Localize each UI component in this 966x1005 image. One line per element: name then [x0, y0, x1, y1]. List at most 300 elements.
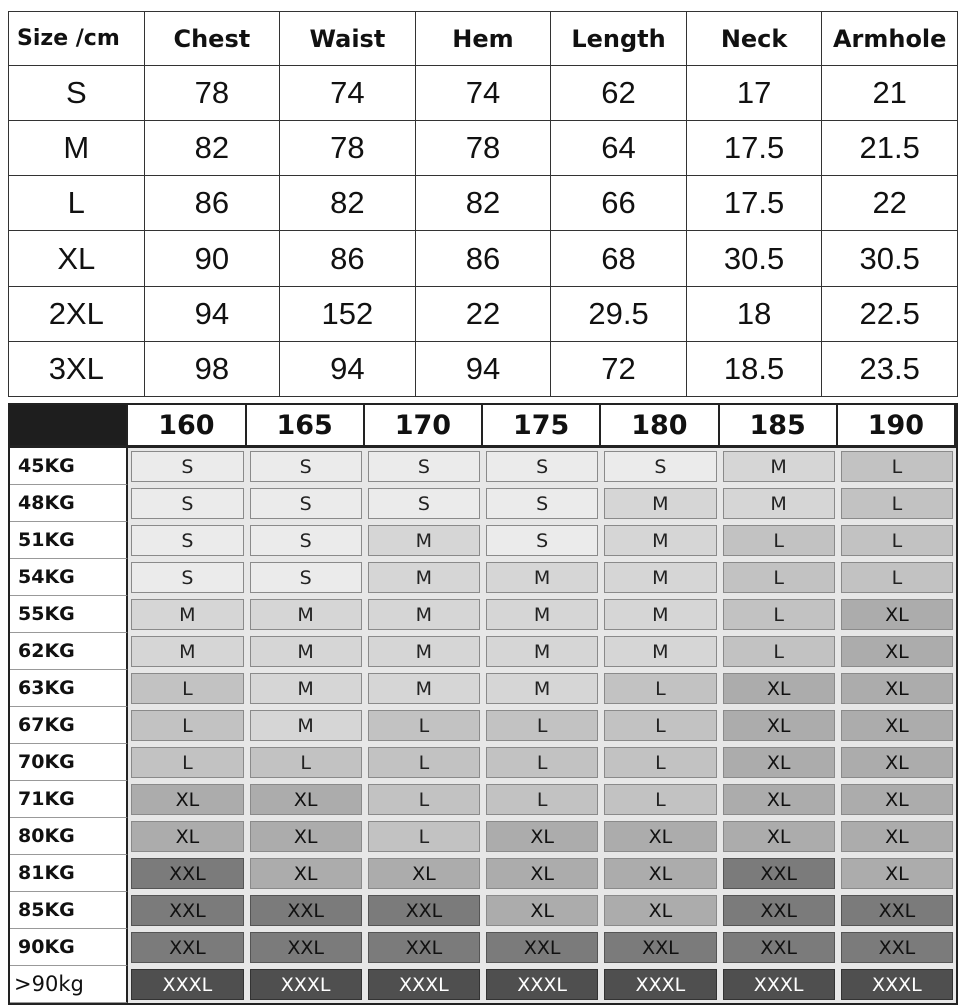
- recommended-size: XXL: [131, 895, 243, 926]
- weight-label: 51KG: [10, 522, 128, 559]
- recommended-size: M: [486, 562, 598, 593]
- recommended-size: XXXL: [723, 969, 835, 1000]
- size-table-header-row: [9, 12, 958, 66]
- measurement-cell: 98: [144, 341, 280, 396]
- fit-cell: [720, 781, 838, 818]
- recommended-size: L: [723, 636, 835, 667]
- weight-row: [10, 818, 956, 855]
- recommended-size: XXL: [486, 932, 598, 963]
- size-row: [9, 286, 958, 341]
- recommended-size: L: [368, 784, 480, 815]
- recommended-size: M: [250, 599, 362, 630]
- measurement-cell: 23.5: [822, 341, 958, 396]
- weight-label: 67KG: [10, 707, 128, 744]
- weight-label: >90kg: [10, 966, 128, 1003]
- recommended-size: S: [131, 488, 243, 519]
- measurement-cell: 62: [551, 66, 687, 121]
- weight-row: [10, 855, 956, 892]
- recommended-size: M: [604, 599, 716, 630]
- fit-cell: [247, 707, 365, 744]
- recommended-size: M: [604, 562, 716, 593]
- fit-cell: [720, 929, 838, 966]
- recommended-size: XXXL: [131, 969, 243, 1000]
- measurement-cell: 78: [415, 121, 551, 176]
- length-header: Length: [551, 12, 687, 66]
- fit-cell: [365, 448, 483, 485]
- fit-cell: [247, 855, 365, 892]
- fit-cell: [483, 966, 601, 1003]
- fit-cell: [365, 522, 483, 559]
- recommended-size: M: [604, 525, 716, 556]
- recommended-size: XL: [131, 821, 243, 852]
- recommended-size: M: [723, 488, 835, 519]
- recommended-size: XXXL: [368, 969, 480, 1000]
- recommended-size: L: [250, 747, 362, 778]
- fit-cell: [247, 818, 365, 855]
- fit-cell: [128, 818, 246, 855]
- recommended-size: XXL: [368, 932, 480, 963]
- recommended-size: XXXL: [250, 969, 362, 1000]
- waist-header: Waist: [280, 12, 416, 66]
- recommended-size: M: [486, 599, 598, 630]
- size-measurement-table: [8, 11, 958, 397]
- weight-row: [10, 781, 956, 818]
- weight-row: [10, 596, 956, 633]
- measurement-cell: 29.5: [551, 286, 687, 341]
- measurement-cell: 17.5: [686, 176, 822, 231]
- fit-cell: [483, 892, 601, 929]
- fit-cell: [483, 522, 601, 559]
- fit-cell: [601, 966, 719, 1003]
- fit-cell: [601, 485, 719, 522]
- size-label: XL: [9, 231, 145, 286]
- recommended-size: XL: [841, 747, 953, 778]
- measurement-cell: 30.5: [822, 231, 958, 286]
- recommended-size: XL: [841, 821, 953, 852]
- size-label: 3XL: [9, 341, 145, 396]
- measurement-cell: 94: [415, 341, 551, 396]
- fit-cell: [838, 670, 956, 707]
- measurement-cell: 18.5: [686, 341, 822, 396]
- fit-cell: [247, 744, 365, 781]
- weight-label: 81KG: [10, 855, 128, 892]
- measurement-cell: 68: [551, 231, 687, 286]
- measurement-cell: 21: [822, 66, 958, 121]
- fit-cell: [838, 781, 956, 818]
- fit-cell: [128, 559, 246, 596]
- measurement-cell: 22: [415, 286, 551, 341]
- measurement-cell: 21.5: [822, 121, 958, 176]
- recommended-size: L: [841, 451, 953, 482]
- weight-label: 48KG: [10, 485, 128, 522]
- grid-corner: [10, 405, 128, 448]
- fit-cell: [720, 892, 838, 929]
- weight-label: 85KG: [10, 892, 128, 929]
- weight-row: [10, 892, 956, 929]
- recommended-size: L: [604, 710, 716, 741]
- fit-cell: [483, 485, 601, 522]
- fit-cell: [483, 448, 601, 485]
- weight-label: 54KG: [10, 559, 128, 596]
- recommended-size: XXL: [723, 895, 835, 926]
- fit-cell: [838, 744, 956, 781]
- measurement-cell: 78: [144, 66, 280, 121]
- recommended-size: S: [368, 451, 480, 482]
- size-label: L: [9, 176, 145, 231]
- recommended-size: XL: [723, 710, 835, 741]
- recommended-size: M: [486, 636, 598, 667]
- recommended-size: XL: [131, 784, 243, 815]
- recommended-size: S: [486, 451, 598, 482]
- fit-cell: [838, 448, 956, 485]
- recommended-size: L: [841, 525, 953, 556]
- fit-cell: [247, 596, 365, 633]
- fit-cell: [128, 596, 246, 633]
- recommended-size: M: [368, 562, 480, 593]
- recommended-size: XL: [723, 784, 835, 815]
- fit-cell: [483, 707, 601, 744]
- recommended-size: L: [841, 488, 953, 519]
- fit-cell: [128, 966, 246, 1003]
- recommended-size: M: [368, 636, 480, 667]
- fit-cell: [838, 892, 956, 929]
- recommended-size: XL: [604, 895, 716, 926]
- fit-cell: [601, 596, 719, 633]
- fit-cell: [720, 818, 838, 855]
- fit-cell: [483, 633, 601, 670]
- fit-cell: [838, 596, 956, 633]
- fit-cell: [601, 781, 719, 818]
- fit-cell: [838, 633, 956, 670]
- fit-cell: [365, 485, 483, 522]
- measurement-cell: 22.5: [822, 286, 958, 341]
- fit-cell: [247, 929, 365, 966]
- fit-cell: [128, 855, 246, 892]
- recommended-size: L: [723, 599, 835, 630]
- fit-cell: [601, 929, 719, 966]
- fit-cell: [483, 781, 601, 818]
- height-header: 170: [365, 405, 483, 448]
- fit-cell: [247, 781, 365, 818]
- fit-cell: [601, 744, 719, 781]
- recommended-size: L: [604, 747, 716, 778]
- fit-cell: [365, 707, 483, 744]
- size-label: 2XL: [9, 286, 145, 341]
- recommended-size: XL: [604, 821, 716, 852]
- fit-cell: [128, 781, 246, 818]
- fit-cell: [838, 855, 956, 892]
- recommended-size: L: [131, 747, 243, 778]
- recommended-size: XL: [841, 784, 953, 815]
- height-header-row: [10, 405, 956, 448]
- recommended-size: XXL: [131, 858, 243, 889]
- height-header: 180: [601, 405, 719, 448]
- fit-cell: [247, 448, 365, 485]
- recommended-size: XXL: [250, 932, 362, 963]
- fit-cell: [601, 670, 719, 707]
- weight-label: 63KG: [10, 670, 128, 707]
- fit-cell: [365, 559, 483, 596]
- recommended-size: L: [486, 747, 598, 778]
- recommended-size: M: [368, 599, 480, 630]
- recommended-size: XL: [486, 895, 598, 926]
- recommended-size: S: [604, 451, 716, 482]
- hem-header: Hem: [415, 12, 551, 66]
- fit-cell: [365, 855, 483, 892]
- fit-cell: [247, 670, 365, 707]
- measurement-cell: 30.5: [686, 231, 822, 286]
- measurement-cell: 94: [144, 286, 280, 341]
- weight-label: 80KG: [10, 818, 128, 855]
- fit-cell: [247, 892, 365, 929]
- recommended-size: M: [131, 599, 243, 630]
- recommended-size: M: [604, 488, 716, 519]
- size-row: [9, 176, 958, 231]
- fit-cell: [365, 929, 483, 966]
- recommended-size: XL: [841, 599, 953, 630]
- weight-label: 70KG: [10, 744, 128, 781]
- recommended-size: XL: [841, 858, 953, 889]
- recommended-size: S: [486, 488, 598, 519]
- recommended-size: XXXL: [486, 969, 598, 1000]
- recommended-size: M: [250, 710, 362, 741]
- recommended-size: M: [723, 451, 835, 482]
- weight-row: [10, 633, 956, 670]
- fit-cell: [720, 633, 838, 670]
- measurement-cell: 18: [686, 286, 822, 341]
- fit-cell: [601, 707, 719, 744]
- recommended-size: XL: [723, 747, 835, 778]
- fit-cell: [720, 670, 838, 707]
- fit-cell: [247, 633, 365, 670]
- recommended-size: XXXL: [604, 969, 716, 1000]
- fit-cell: [483, 744, 601, 781]
- fit-cell: [128, 633, 246, 670]
- fit-grid-body: [10, 448, 956, 1003]
- recommended-size: XL: [486, 858, 598, 889]
- recommended-size: S: [131, 525, 243, 556]
- measurement-cell: 17: [686, 66, 822, 121]
- measurement-cell: 152: [280, 286, 416, 341]
- recommended-size: XL: [723, 821, 835, 852]
- fit-cell: [720, 966, 838, 1003]
- fit-cell: [601, 892, 719, 929]
- fit-cell: [838, 966, 956, 1003]
- fit-cell: [365, 892, 483, 929]
- fit-cell: [838, 522, 956, 559]
- fit-cell: [247, 559, 365, 596]
- measurement-cell: 72: [551, 341, 687, 396]
- weight-row: [10, 448, 956, 485]
- recommended-size: L: [131, 710, 243, 741]
- fit-cell: [720, 522, 838, 559]
- fit-cell: [838, 485, 956, 522]
- recommended-size: XXL: [250, 895, 362, 926]
- recommended-size: XXL: [131, 932, 243, 963]
- fit-cell: [601, 633, 719, 670]
- fit-cell: [838, 818, 956, 855]
- weight-label: 55KG: [10, 596, 128, 633]
- fit-cell: [483, 818, 601, 855]
- recommended-size: M: [368, 673, 480, 704]
- recommended-size: L: [368, 821, 480, 852]
- fit-cell: [720, 707, 838, 744]
- recommended-size: XL: [723, 673, 835, 704]
- fit-cell: [601, 818, 719, 855]
- recommended-size: XL: [250, 821, 362, 852]
- fit-cell: [128, 892, 246, 929]
- fit-cell: [128, 929, 246, 966]
- size-row: [9, 66, 958, 121]
- fit-cell: [838, 559, 956, 596]
- measurement-cell: 22: [822, 176, 958, 231]
- armhole-header: Armhole: [822, 12, 958, 66]
- recommended-size: L: [368, 710, 480, 741]
- fit-cell: [128, 522, 246, 559]
- measurement-cell: 66: [551, 176, 687, 231]
- weight-row: [10, 670, 956, 707]
- fit-cell: [365, 966, 483, 1003]
- size-table-body: [9, 66, 958, 397]
- recommended-size: M: [131, 636, 243, 667]
- fit-cell: [720, 744, 838, 781]
- fit-cell: [128, 485, 246, 522]
- recommended-size: XL: [486, 821, 598, 852]
- weight-label: 71KG: [10, 781, 128, 818]
- weight-row: [10, 929, 956, 966]
- recommended-size: L: [723, 525, 835, 556]
- fit-cell: [365, 818, 483, 855]
- recommended-size: XL: [250, 784, 362, 815]
- measurement-cell: 74: [280, 66, 416, 121]
- neck-header: Neck: [686, 12, 822, 66]
- fit-cell: [365, 596, 483, 633]
- recommended-size: XXL: [841, 895, 953, 926]
- fit-cell: [128, 707, 246, 744]
- recommended-size: XL: [841, 636, 953, 667]
- fit-cell: [838, 707, 956, 744]
- measurement-cell: 82: [415, 176, 551, 231]
- height-header: 175: [483, 405, 601, 448]
- recommended-size: XXL: [841, 932, 953, 963]
- measurement-cell: 82: [280, 176, 416, 231]
- weight-row: [10, 707, 956, 744]
- recommended-size: S: [131, 451, 243, 482]
- recommended-size: L: [604, 673, 716, 704]
- height-header: 160: [128, 405, 246, 448]
- fit-cell: [483, 670, 601, 707]
- recommended-size: XXL: [723, 932, 835, 963]
- size-header-label: Size /cm: [9, 12, 145, 66]
- measurement-cell: 64: [551, 121, 687, 176]
- size-row: [9, 341, 958, 396]
- fit-cell: [128, 744, 246, 781]
- fit-cell: [365, 744, 483, 781]
- recommended-size: M: [486, 673, 598, 704]
- recommended-size: XL: [841, 710, 953, 741]
- fit-cell: [365, 633, 483, 670]
- recommended-size: M: [250, 636, 362, 667]
- fit-cell: [483, 855, 601, 892]
- weight-row: [10, 559, 956, 596]
- recommended-size: L: [841, 562, 953, 593]
- measurement-cell: 86: [144, 176, 280, 231]
- size-label: S: [9, 66, 145, 121]
- recommended-size: S: [486, 525, 598, 556]
- fit-cell: [365, 670, 483, 707]
- recommended-size: S: [250, 488, 362, 519]
- weight-label: 90KG: [10, 929, 128, 966]
- weight-row: [10, 485, 956, 522]
- weight-row: [10, 966, 956, 1003]
- measurement-cell: 86: [280, 231, 416, 286]
- measurement-cell: 17.5: [686, 121, 822, 176]
- recommended-size: XXL: [368, 895, 480, 926]
- chest-header: Chest: [144, 12, 280, 66]
- fit-cell: [247, 485, 365, 522]
- recommended-size: XL: [250, 858, 362, 889]
- fit-cell: [601, 559, 719, 596]
- recommended-size: L: [131, 673, 243, 704]
- recommended-size: M: [604, 636, 716, 667]
- weight-row: [10, 744, 956, 781]
- size-row: [9, 121, 958, 176]
- recommended-size: S: [250, 525, 362, 556]
- fit-cell: [601, 448, 719, 485]
- recommended-size: XL: [368, 858, 480, 889]
- recommended-size: L: [486, 710, 598, 741]
- measurement-cell: 74: [415, 66, 551, 121]
- recommended-size: L: [486, 784, 598, 815]
- fit-cell: [365, 781, 483, 818]
- fit-cell: [838, 929, 956, 966]
- fit-cell: [601, 855, 719, 892]
- recommended-size: XL: [841, 673, 953, 704]
- fit-cell: [128, 448, 246, 485]
- weight-label: 45KG: [10, 448, 128, 485]
- height-weight-fit-grid: [8, 403, 958, 1005]
- size-label: M: [9, 121, 145, 176]
- recommended-size: L: [604, 784, 716, 815]
- fit-cell: [247, 522, 365, 559]
- recommended-size: M: [368, 525, 480, 556]
- fit-cell: [720, 448, 838, 485]
- size-row: [9, 231, 958, 286]
- fit-cell: [128, 670, 246, 707]
- recommended-size: L: [368, 747, 480, 778]
- height-header: 165: [247, 405, 365, 448]
- fit-cell: [720, 596, 838, 633]
- measurement-cell: 82: [144, 121, 280, 176]
- weight-label: 62KG: [10, 633, 128, 670]
- height-header: 185: [720, 405, 838, 448]
- fit-cell: [720, 559, 838, 596]
- fit-cell: [720, 855, 838, 892]
- measurement-cell: 90: [144, 231, 280, 286]
- recommended-size: XXXL: [841, 969, 953, 1000]
- measurement-cell: 94: [280, 341, 416, 396]
- recommended-size: S: [250, 562, 362, 593]
- fit-cell: [483, 596, 601, 633]
- recommended-size: XXL: [604, 932, 716, 963]
- fit-cell: [247, 966, 365, 1003]
- recommended-size: XXL: [723, 858, 835, 889]
- fit-cell: [483, 929, 601, 966]
- fit-cell: [720, 485, 838, 522]
- fit-cell: [483, 559, 601, 596]
- recommended-size: XL: [604, 858, 716, 889]
- recommended-size: S: [368, 488, 480, 519]
